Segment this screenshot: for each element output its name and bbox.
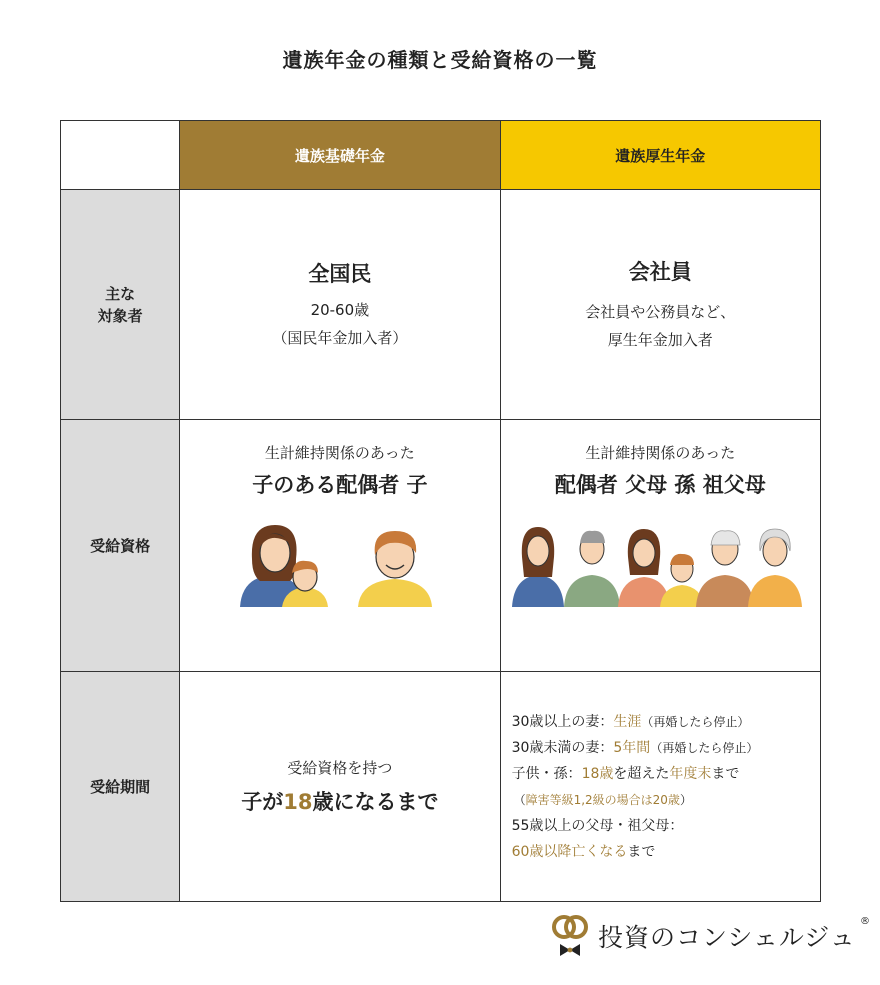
period-kiso-lead: 受給資格を持つ bbox=[287, 759, 393, 777]
period-kiso-post: 歳になるまで bbox=[312, 790, 439, 814]
elig-kiso-lead: 生計維持関係のあった bbox=[264, 444, 415, 462]
period-l3b: 18歳 bbox=[581, 765, 614, 782]
period-l3a: 子供・孫： bbox=[511, 765, 582, 782]
rowhead-period: 受給期間 bbox=[61, 672, 180, 902]
period-l1a: 30歳以上の妻： bbox=[511, 713, 614, 730]
target-kosei-sub2: 厚生年金加入者 bbox=[607, 330, 713, 349]
cell-period-kiso bbox=[180, 672, 500, 902]
period-l1b: 生涯 bbox=[613, 713, 642, 730]
period-line-5: 55歳以上の父母・祖父母： bbox=[511, 817, 684, 834]
header-kosei: 遺族厚生年金 bbox=[500, 121, 820, 190]
period-kiso-num: 18 bbox=[283, 790, 313, 814]
period-kiso-main bbox=[180, 786, 499, 816]
header-row bbox=[61, 121, 821, 190]
period-l2a: 30歳未満の妻： bbox=[511, 739, 614, 756]
period-l3c: を超えた bbox=[613, 765, 670, 782]
period-l1c: （再婚したら停止） bbox=[641, 714, 750, 729]
page-title: 遺族年金の種類と受給資格の一覧 bbox=[282, 48, 598, 72]
target-kiso-age: 20-60歳 bbox=[310, 300, 370, 319]
target-kiso-note: （国民年金加入者） bbox=[272, 328, 408, 347]
rowhead-target bbox=[61, 190, 180, 420]
elig-kosei-main: 配偶者 父母 孫 祖父母 bbox=[554, 473, 766, 497]
pension-table bbox=[60, 120, 821, 902]
cell-target-kosei bbox=[500, 190, 820, 420]
row-period bbox=[61, 672, 821, 902]
period-kiso-pre: 子が bbox=[241, 790, 284, 814]
target-kiso-main: 全国民 bbox=[308, 261, 372, 286]
period-l2b: 5年間 bbox=[613, 739, 651, 756]
row-eligibility bbox=[61, 420, 821, 672]
elig-kiso-main: 子のある配偶者 子 bbox=[252, 473, 428, 497]
period-l4c: ） bbox=[679, 792, 692, 807]
rowhead-target-label: 主な 対象者 bbox=[97, 284, 143, 325]
target-kosei-sub1: 会社員や公務員など、 bbox=[585, 302, 736, 321]
period-line-2 bbox=[512, 735, 820, 761]
target-kosei-main: 会社員 bbox=[628, 259, 692, 284]
period-l3d: 年度末 bbox=[669, 765, 712, 782]
header-kiso: 遺族基礎年金 bbox=[180, 121, 500, 190]
row-target bbox=[61, 190, 821, 420]
period-l6b: まで bbox=[627, 843, 656, 860]
brand-logo bbox=[550, 912, 870, 962]
period-l3e: まで bbox=[711, 765, 740, 782]
period-line-4 bbox=[512, 787, 820, 813]
elig-kosei-lead: 生計維持関係のあった bbox=[585, 444, 736, 462]
corner-cell bbox=[61, 121, 180, 190]
logo-text: 投資のコンシェルジュ bbox=[598, 923, 856, 952]
cell-eligibility-kiso bbox=[180, 420, 500, 672]
rings-icon bbox=[550, 912, 590, 956]
period-line-1 bbox=[512, 709, 820, 735]
period-line-3 bbox=[512, 761, 820, 787]
period-l6a: 60歳以降亡くなる bbox=[511, 843, 628, 860]
rowhead-eligibility: 受給資格 bbox=[61, 420, 180, 672]
cell-eligibility-kosei bbox=[500, 420, 820, 672]
period-l2c: （再婚したら停止） bbox=[650, 740, 759, 755]
cell-target-kiso bbox=[180, 190, 500, 420]
mother-child-illustration bbox=[230, 519, 450, 609]
period-line-6 bbox=[512, 839, 820, 865]
family-illustration bbox=[510, 517, 810, 607]
period-l4b: 障害等級1,2級の場合は20歳 bbox=[525, 792, 680, 807]
period-l4a: （ bbox=[513, 792, 526, 807]
registered-mark: ® bbox=[860, 916, 870, 927]
cell-period-kosei bbox=[500, 672, 820, 902]
